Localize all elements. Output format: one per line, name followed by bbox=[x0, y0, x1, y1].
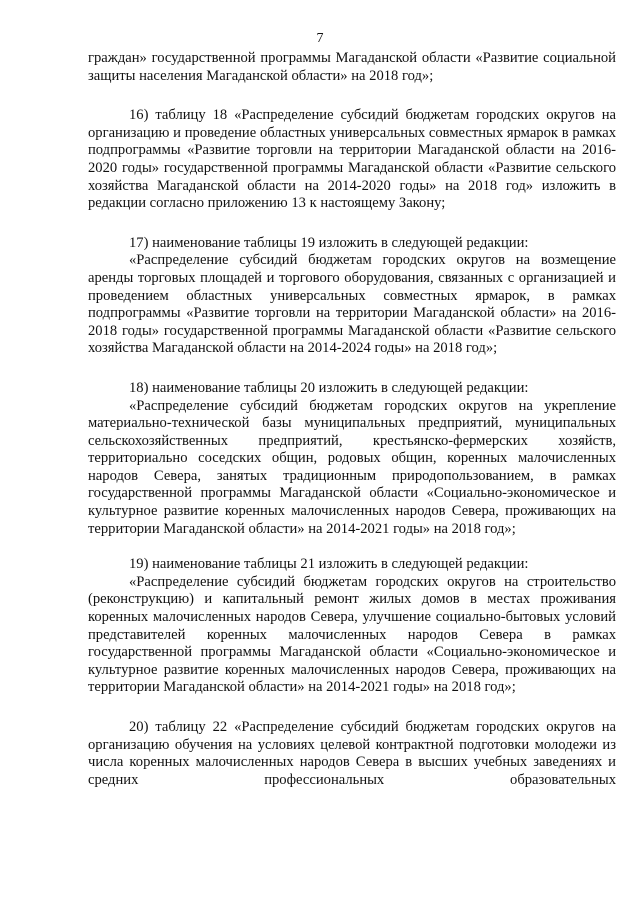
paragraph-continuation: граждан» государственной программы Магаданской области «Развитие социальной защиты населения Магаданской области» на 2018 год»; bbox=[88, 50, 616, 84]
paragraph-item-19-text: «Распределение субсидий бюджетам городских округов на строительство (реконструкцию) и капитальный ремонт жилых домов в местах проживания коренных малочисленных народов Севера, улучшение социально-бытовых условий представителей коренных малочисленных народов Севера в рамках государственной программы Магаданской области «Социально-экономическое и культурное развитие коренных малочисленных народов Севера, проживающих на территории Магаданской области» на 2014-2021 годы» на 2018 год»; bbox=[88, 573, 616, 696]
paragraph-item-19: 19) наименование таблицы 21 изложить в следующей редакции: bbox=[129, 556, 529, 573]
paragraph-item-17: 17) наименование таблицы 19 изложить в следующей редакции: bbox=[129, 234, 529, 251]
page-number: 7 bbox=[316, 31, 324, 46]
paragraph-item-20: 20) таблицу 22 «Распределение субсидий бюджетам городских округов на организацию обучения на условиях целевой контрактной подготовки молодежи из числа коренных малочисленных народов Севера в высших учебных заведениях и средних профессиональных образовательных bbox=[88, 719, 616, 788]
paragraph-item-17-text: «Распределение субсидий бюджетам городских округов на возмещение аренды торговых площадей и торгового оборудования, связанных с организацией и проведением областных универсальных совместных ярмарок, в рамках подпрограммы «Развитие торговли на территории Магаданской области» на 2016-2018 годы» государственной программы Магаданской области «Развитие сельского хозяйства Магаданской области на 2014-2024 годы» на 2018 год»; bbox=[88, 252, 616, 357]
document-body bbox=[88, 50, 616, 789]
paragraph-item-16: 16) таблицу 18 «Распределение субсидий бюджетам городских округов на организацию и проведение областных универсальных совместных ярмарок в рамках подпрограммы «Развитие торговли на территории Магаданской области на 2016-2020 годы» государственной программы Магаданской области «Развитие сельского хозяйства Магаданской области на 2014-2020 годы» на 2018 год» изложить в редакции согласно приложению 13 к настоящему Закону; bbox=[88, 107, 616, 212]
paragraph-item-18: 18) наименование таблицы 20 изложить в следующей редакции: bbox=[129, 379, 529, 396]
paragraph-item-18-text: «Распределение субсидий бюджетам городских округов на укрепление материально-технической базы муниципальных предприятий, муниципальных сельскохозяйственных предприятий, крестьянско-фермерских хозяйств, территориально соседских общин, родовых общин, коренных малочисленных народов Севера, занятых традиционным природопользованием, в рамках государственной программы Магаданской области «Социально-экономическое и культурное развитие коренных малочисленных народов Севера, проживающих на территории Магаданской области» на 2014-2021 годы» на 2018 год»; bbox=[88, 397, 616, 537]
